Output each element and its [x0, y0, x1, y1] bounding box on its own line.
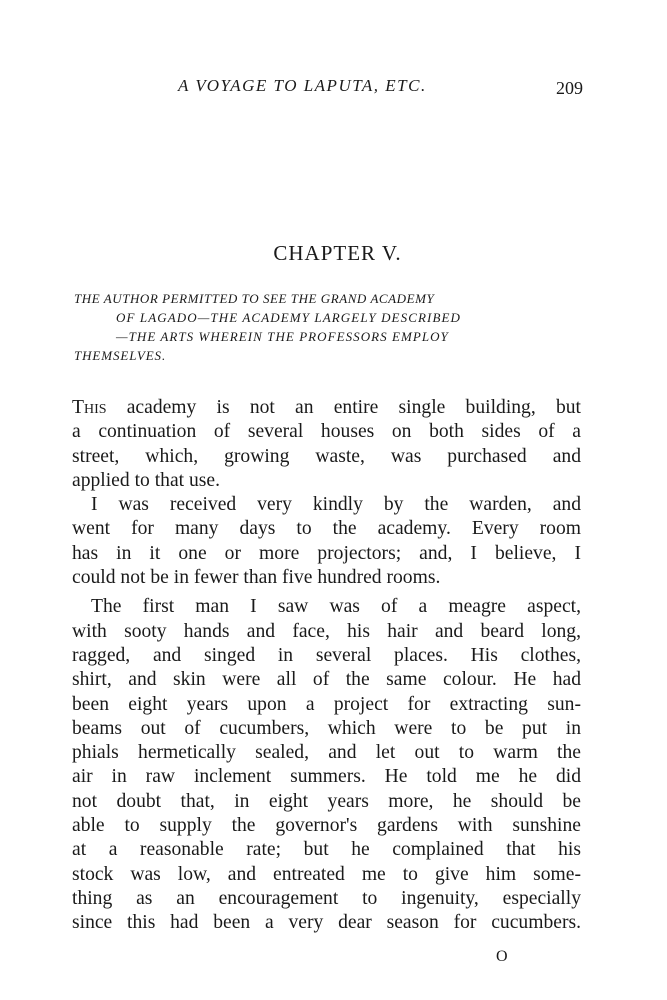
- paragraph: [72, 396, 581, 493]
- paragraph: [72, 595, 581, 935]
- text-line: applied to that use.: [72, 469, 221, 491]
- text-line: been eight years upon a project for extracting sun-: [72, 693, 581, 715]
- text-line: at a reasonable rate; but he complained that his: [72, 839, 581, 861]
- body-text: [72, 396, 581, 936]
- text-line: The first man I saw was of a meagre aspect,: [91, 596, 581, 618]
- summary-line: OF LAGADO—THE ACADEMY LARGELY DESCRIBED: [116, 310, 462, 325]
- chapter-title: CHAPTER V.: [273, 241, 402, 265]
- text-line: thing as an encouragement to ingenuity, especially: [72, 887, 581, 909]
- lead-word: This: [72, 397, 107, 418]
- summary-line: THE AUTHOR PERMITTED TO SEE THE GRAND ACADEMY: [74, 291, 435, 306]
- text-line: since this had been a very dear season for cucumbers.: [72, 912, 581, 934]
- text-line: air in raw inclement summers. He told me he did: [72, 766, 581, 788]
- text-fragment: academy is not an entire single building, but: [106, 397, 581, 418]
- chapter-summary: [74, 289, 594, 365]
- text-line: street, which, growing waste, was purchased and: [72, 445, 581, 467]
- text-line: not doubt that, in eight years more, he should be: [72, 790, 581, 812]
- text-line: with sooty hands and face, his hair and beard long,: [72, 620, 581, 642]
- text-line: stock was low, and entreated me to give him some-: [72, 863, 581, 885]
- paragraph: [72, 493, 581, 590]
- signature-mark: O: [496, 948, 508, 965]
- text-line: has in it one or more projectors; and, I believe, I: [72, 542, 581, 564]
- text-line: [72, 396, 581, 420]
- text-line: shirt, and skin were all of the same colour. He had: [72, 669, 581, 691]
- summary-line: THEMSELVES.: [74, 348, 167, 363]
- text-line: I was received very kindly by the warden, and: [91, 494, 581, 516]
- text-line: could not be in fewer than five hundred rooms.: [72, 567, 441, 589]
- running-head: A VOYAGE TO LAPUTA, ETC.: [178, 76, 427, 95]
- text-line: a continuation of several houses on both sides of a: [72, 421, 581, 443]
- summary-line: —THE ARTS WHEREIN THE PROFESSORS EMPLOY: [116, 329, 449, 344]
- text-line: beams out of cucumbers, which were to be put in: [72, 717, 581, 739]
- text-line: able to supply the governor's gardens with sunshine: [72, 815, 581, 837]
- text-line: ragged, and singed in several places. His clothes,: [72, 644, 581, 666]
- text-line: phials hermetically sealed, and let out to warm the: [72, 742, 581, 764]
- page-number: 209: [556, 78, 583, 98]
- text-line: went for many days to the academy. Every room: [72, 518, 581, 540]
